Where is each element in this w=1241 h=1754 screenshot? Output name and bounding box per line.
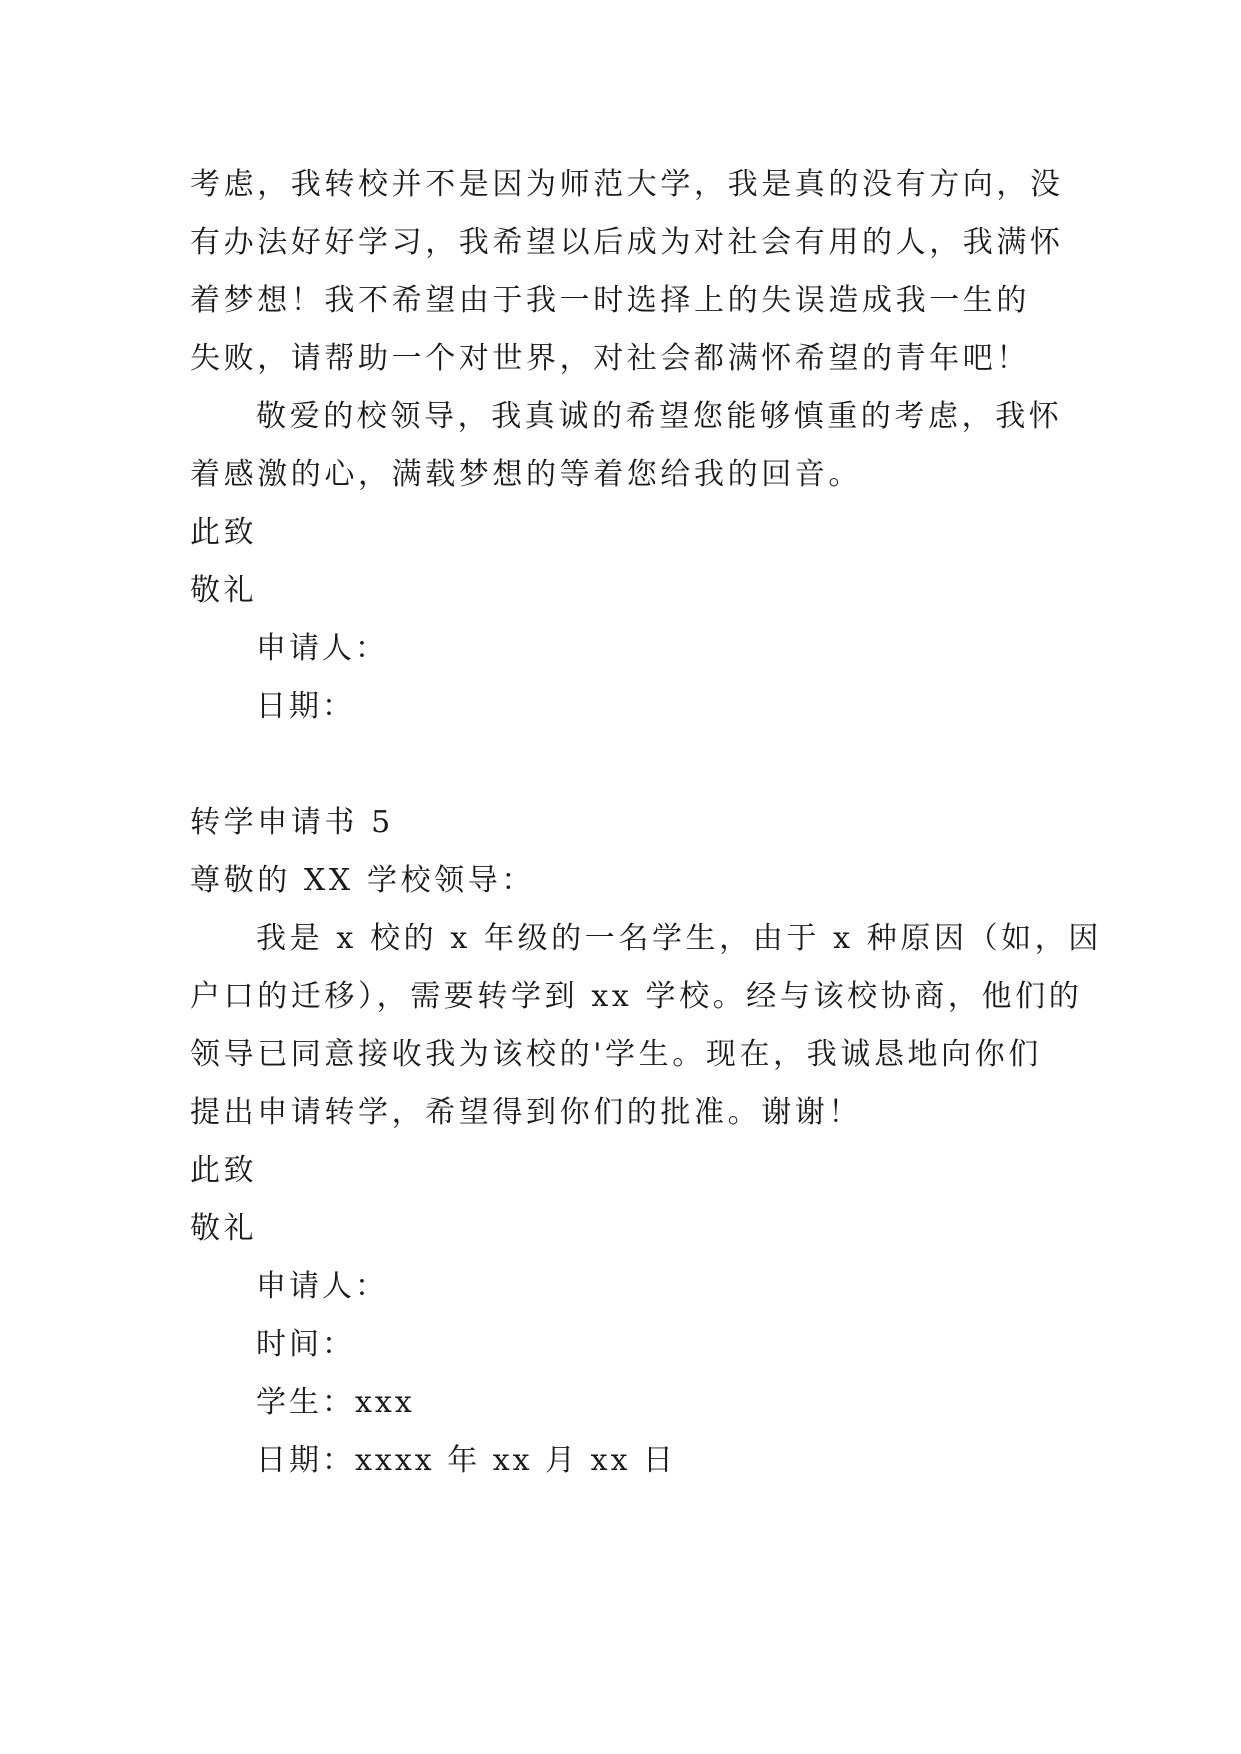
paragraph-line: 着梦想！我不希望由于我一时选择上的失误造成我一生的 (190, 283, 1030, 318)
paragraph-line: 考虑，我转校并不是因为师范大学，我是真的没有方向，没 (190, 167, 1064, 202)
paragraph-line: 着感激的心，满载梦想的等着您给我的回音。 (190, 457, 862, 492)
applicant-label: 申请人： (256, 1269, 388, 1304)
paragraph-line: 我是 x 校的 x 年级的一名学生，由于 x 种原因（如，因 (256, 921, 1102, 956)
closing-line: 敬礼 (190, 1211, 258, 1246)
paragraph-line: 提出申请转学，希望得到你们的批准。谢谢！ (190, 1095, 862, 1130)
time-label: 时间： (256, 1327, 355, 1362)
paragraph-line: 有办法好好学习，我希望以后成为对社会有用的人，我满怀 (190, 225, 1064, 260)
paragraph-line: 失败，请帮助一个对世界，对社会都满怀希望的青年吧！ (190, 341, 1030, 376)
date-label: 日期： (256, 689, 355, 724)
paragraph-line: 领导已同意接收我为该校的'学生。现在，我诚恳地向你们 (190, 1037, 1042, 1072)
paragraph-line: 敬爱的校领导，我真诚的希望您能够慎重的考虑，我怀 (256, 399, 1063, 434)
closing-line: 此致 (190, 1153, 258, 1188)
letter-title: 转学申请书 5 (190, 805, 394, 840)
applicant-label: 申请人： (256, 631, 388, 666)
salutation: 尊敬的 XX 学校领导： (190, 863, 535, 898)
student-label: 学生：xxx (256, 1385, 415, 1420)
closing-line: 此致 (190, 515, 258, 550)
date-label: 日期：xxxx 年 xx 月 xx 日 (256, 1443, 677, 1478)
closing-line: 敬礼 (190, 573, 258, 608)
paragraph-line: 户口的迁移），需要转学到 xx 学校。经与该校协商，他们的 (190, 979, 1083, 1014)
